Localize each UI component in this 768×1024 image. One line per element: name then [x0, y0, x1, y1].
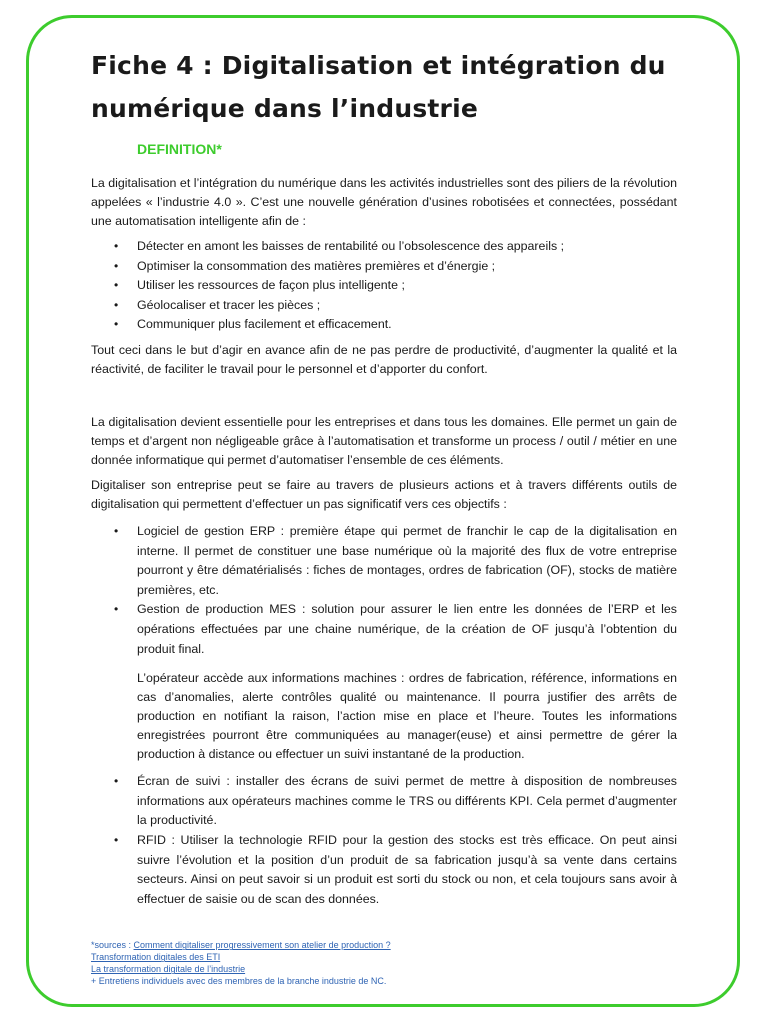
bullet-icon: • [114, 239, 119, 253]
tools-list [91, 522, 677, 659]
mes-subparagraph: L’opérateur accède aux informations machines : ordres de fabrication, référence, informations en cas d’anomalies, alerte contrôles qualité ou maintenance. Il pourra justifier des arrêts de production en notifiant la raison, l’action mise en place et l’heure. Toutes les informations enregistrées pourront être communiquées au manager(euse) et ainsi permettre de gérer la production à distance ou effectuer un suivi instantané de la production. [137, 671, 677, 762]
list-item: • Utiliser les ressources de façon plus intelligente ; [91, 276, 677, 296]
source-line-2 [91, 951, 677, 963]
list-item: • Optimiser la consommation des matières premières et d’énergie ; [91, 257, 677, 277]
source-note: + Entretiens individuels avec des membres de la branche industrie de NC. [91, 976, 387, 987]
list-item: • Géolocaliser et tracer les pièces ; [91, 296, 677, 316]
bullet-icon: • [114, 523, 119, 538]
purpose-paragraph: Tout ceci dans le but d’agir en avance afin de ne pas perdre de productivité, d’augmenter la qualité et la réactivité, de faciliter le travail pour le personnel et d’apporter du confort. [91, 342, 677, 376]
source-link-1[interactable]: Comment digitaliser progressivement son atelier de production ? [133, 940, 391, 951]
objectives-list [91, 237, 677, 335]
list-item-mes: • Gestion de production MES : solution pour assurer le lien entre les données de l’ERP et les opérations effectuées par une chaine numérique, de la création de OF jusqu’à l’obtention du produit final. [114, 602, 677, 656]
bullet-icon: • [114, 317, 119, 332]
bullet-icon: • [114, 832, 119, 847]
bullet-icon: • [114, 774, 119, 789]
sources-section [91, 939, 677, 987]
essential-paragraph: La digitalisation devient essentielle pour les entreprises et dans tous les domaines. Elle permet un gain de temps et d’argent non négligeable grâce à l’automatisation et transforme un process / outil / métier en une donnée informatique qui permet d’automatiser l’ensemble de ces éléments. [91, 414, 677, 467]
bullet-icon: • [114, 278, 119, 293]
bullet-icon: • [114, 258, 119, 273]
source-link-2[interactable]: Transformation digitales des ETI [91, 952, 221, 963]
list-item-rfid: • RFID : Utiliser la technologie RFID pour la gestion des stocks est très efficace. On peut ainsi suivre l’évolution et la position d’un produit de sa fabrication jusqu’à sa vente dans certains secteurs. Ainsi on peut savoir si un produit est sorti du stock ou non, et cela toujours sans avoir à effectuer de saisie ou de scan des données. [114, 832, 677, 906]
tools-intro-paragraph: Digitaliser son entreprise peut se faire au travers de plusieurs actions et à travers différents outils de digitalisation qui permettent d’effectuer un pas significatif vers ces objectifs : [91, 477, 677, 511]
bullet-icon: • [114, 602, 119, 617]
page-title: Fiche 4 : Digitalisation et intégration du numérique dans l’industrie [91, 51, 666, 123]
bullet-icon: • [114, 297, 119, 312]
intro-paragraph: La digitalisation et l’intégration du numérique dans les activités industrielles sont des piliers de la révolution appelées « l’industrie 4.0 ». C’est une nouvelle génération d’usines robotisées et connectées, possédant une automatisation intelligente afin de : [91, 176, 677, 228]
list-item: • Détecter en amont les baisses de rentabilité ou l’obsolescence des appareils ; [91, 237, 677, 257]
list-item-ecran: • Écran de suivi : installer des écrans de suivi permet de mettre à disposition de nombreuses informations aux opérateurs machines comme le TRS ou différents KPI. Cela permet d’augmenter la productivité. [114, 774, 677, 828]
source-line-1 [91, 939, 677, 951]
tools-list-continued [91, 772, 677, 909]
document-content [91, 44, 677, 987]
sources-prefix: *sources : [91, 940, 134, 951]
list-item: • Communiquer plus facilement et efficacement. [91, 315, 677, 335]
list-item-erp: • Logiciel de gestion ERP : première étape qui permet de franchir le cap de la digitalisation en interne. Il permet de constituer une base numérique où la majorité des flux de votre entreprise pourront y être dématérialisés : fiches de montages, ordres de fabrication (OF), stocks de matière premières, etc. [114, 523, 677, 597]
source-line-3 [91, 963, 677, 975]
definition-heading: DEFINITION* [137, 141, 222, 157]
source-link-3[interactable]: La transformation digitale de l’industrie [91, 964, 246, 975]
